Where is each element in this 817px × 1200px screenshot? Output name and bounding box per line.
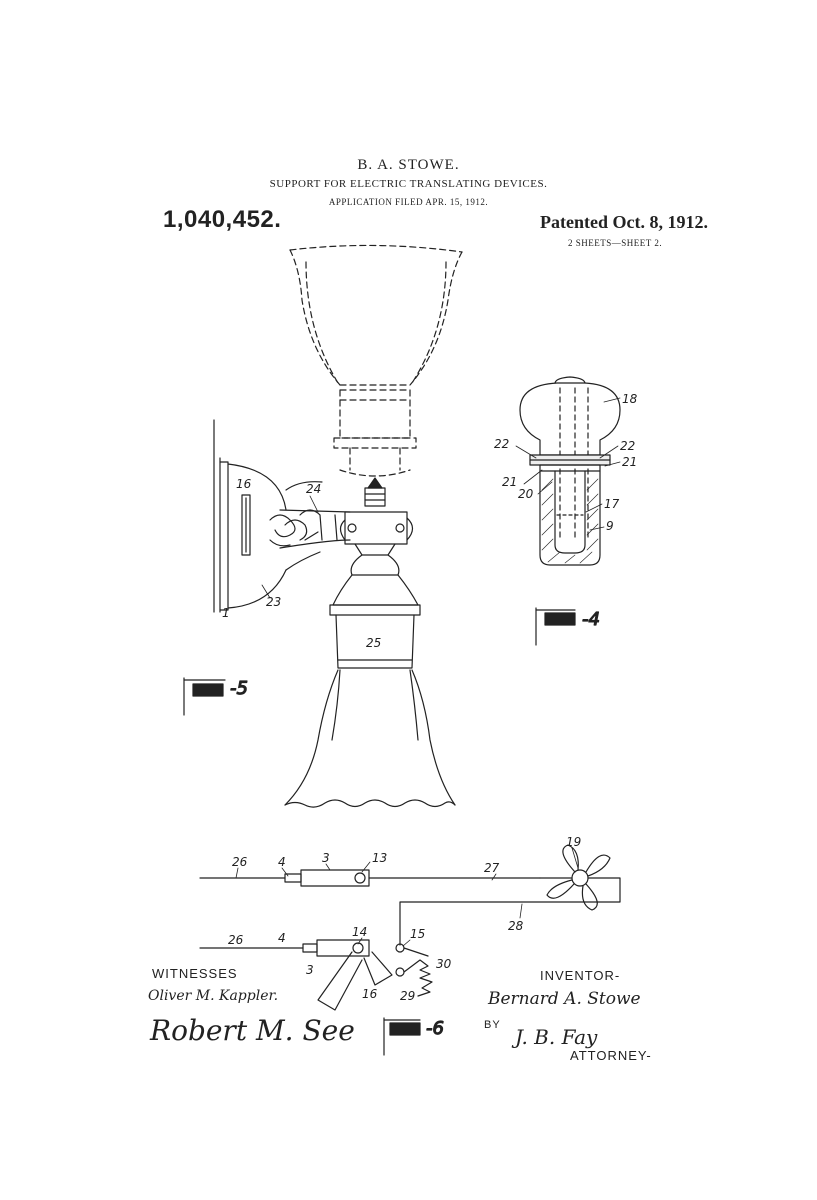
numeral-22-left: 22	[494, 437, 510, 451]
leader-lines	[236, 398, 620, 946]
numeral-19: 19	[566, 835, 582, 849]
numeral-24: 24	[306, 482, 322, 496]
fig6-label-mark	[384, 1018, 420, 1055]
inventor-label: INVENTOR-	[540, 968, 621, 983]
numeral-29: 29	[400, 989, 416, 1003]
numeral-4-lower: 4	[278, 931, 286, 945]
numeral-4-upper: 4	[278, 855, 286, 869]
numeral-20: 20	[518, 487, 534, 501]
numeral-17: 17	[604, 497, 620, 511]
numeral-15: 15	[410, 927, 426, 941]
numeral-25: 25	[366, 636, 382, 650]
numeral-18: 18	[622, 392, 638, 406]
patent-date: Patented Oct. 8, 1912.	[540, 212, 708, 232]
numeral-3-lower: 3	[306, 963, 314, 977]
numeral-21-left: 21	[502, 475, 518, 489]
attorney-signature: J. B. Fay	[515, 1025, 598, 1049]
numeral-23: 23	[266, 595, 282, 609]
numeral-26-upper: 26	[232, 855, 248, 869]
numeral-22-right: 22	[620, 439, 636, 453]
numeral-14: 14	[352, 925, 368, 939]
witness-2-signature: Robert M. See	[150, 1014, 355, 1047]
numeral-3-upper: 3	[322, 851, 330, 865]
patent-number: 1,040,452.	[163, 206, 282, 233]
reference-numerals	[222, 392, 638, 1003]
fig6-label: -6	[426, 1018, 444, 1039]
witnesses-label: WITNESSES	[152, 966, 238, 981]
fig5-label-mark	[184, 678, 225, 715]
numeral-16-lower: 16	[362, 987, 378, 1001]
numeral-27: 27	[484, 861, 500, 875]
inventor-name: B. A. STOWE.	[357, 157, 460, 173]
lower-shade	[285, 670, 455, 807]
numeral-16: 16	[236, 477, 252, 491]
numeral-21-right: 21	[622, 455, 638, 469]
upper-shade	[290, 245, 462, 476]
application-filed: APPLICATION FILED APR. 15, 1912.	[328, 197, 489, 207]
witness-1-signature: Oliver M. Kappler.	[148, 988, 279, 1004]
fig5-drawing	[214, 245, 462, 807]
fig4-drawing	[520, 377, 620, 565]
patent-title: SUPPORT FOR ELECTRIC TRANSLATING DEVICES.	[269, 178, 548, 190]
fig4-label: -4	[582, 609, 600, 630]
by-label: BY	[484, 1019, 501, 1031]
attorney-label: ATTORNEY-	[570, 1048, 652, 1063]
inventor-signature: Bernard A. Stowe	[488, 989, 641, 1009]
sheet-count: 2 SHEETS—SHEET 2.	[568, 238, 663, 248]
numeral-30: 30	[436, 957, 452, 971]
fig4-label-mark	[536, 608, 575, 645]
signature-block	[148, 966, 652, 1063]
numeral-13: 13	[372, 851, 388, 865]
fig5-label: -5	[230, 678, 248, 699]
numeral-1: 1	[222, 606, 230, 620]
numeral-28: 28	[508, 919, 524, 933]
numeral-9: 9	[606, 519, 614, 533]
numeral-26-lower: 26	[228, 933, 244, 947]
